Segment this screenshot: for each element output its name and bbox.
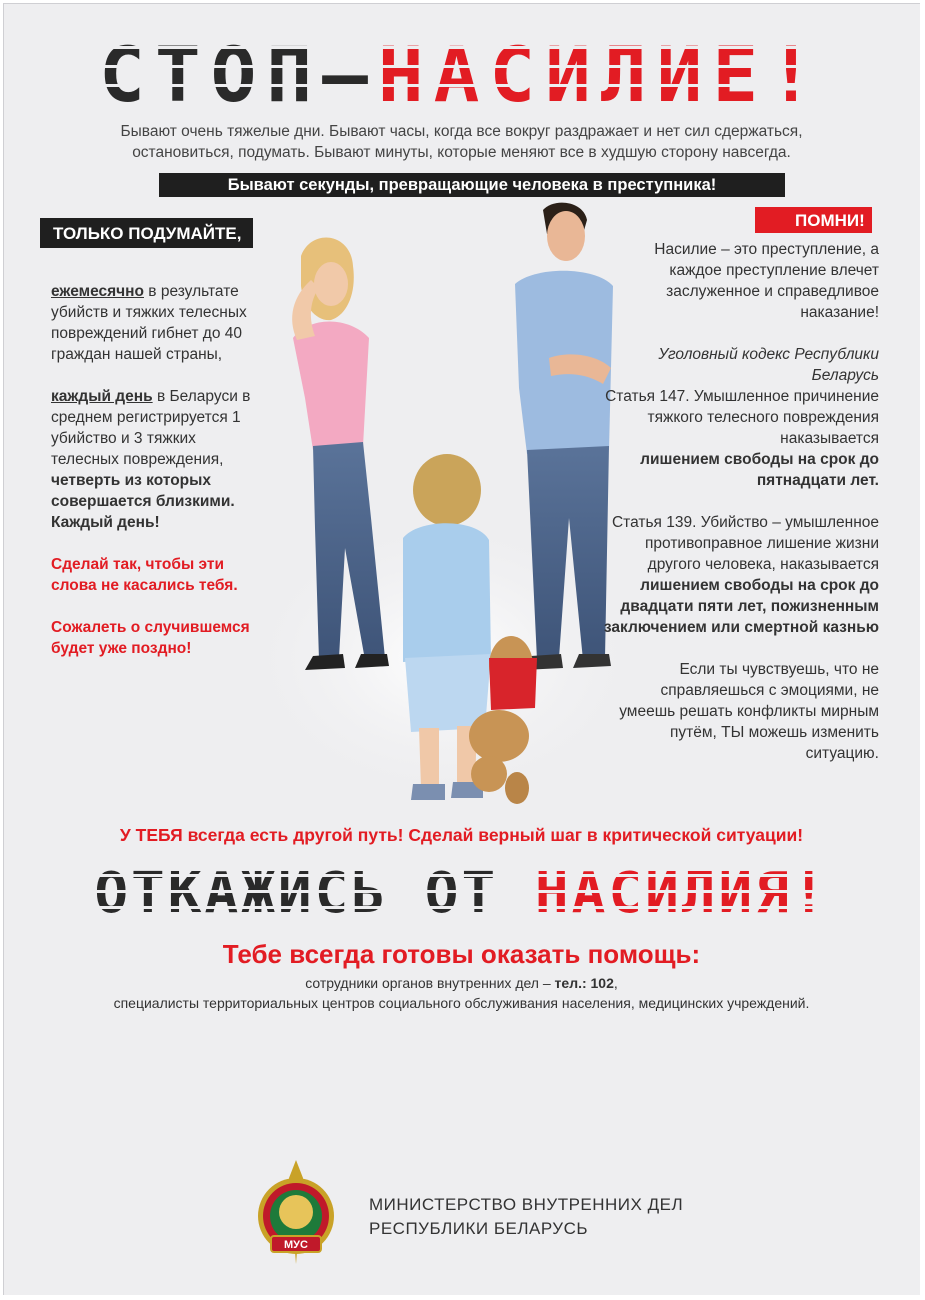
other-way-line: У ТЕБЯ всегда есть другой путь! Сделай верный шаг в критической ситуации! (119, 825, 804, 845)
article-147-penalty: лишением свободы на срок до пятнадцати лет. (640, 451, 879, 489)
left-column (51, 281, 261, 680)
regret-paragraph: Сожалеть о случившемся будет уже поздно! (51, 619, 250, 657)
article-139-text: Статья 139. Убийство – умышленное противоправное лишение жизни другого человека, наказывается (611, 514, 879, 573)
refuse-headline (3, 863, 920, 925)
ministry-line-1: МИНИСТЕРСТВО ВНУТРЕННИХ ДЕЛ (369, 1195, 684, 1214)
monthly-text: в результате убийств и тяжких телесных повреждений гибнет до 40 граждан нашей страны, (51, 283, 247, 363)
ministry-name (369, 1193, 729, 1241)
daily-key: каждый день (51, 388, 153, 405)
make-it-paragraph: Сделай так, чтобы эти слова не касались тебя. (51, 556, 238, 594)
seconds-banner: Бывают секунды, превращающие человека в преступника! (159, 173, 785, 197)
help-line-2: специалисты территориальных центров социального обслуживания населения, медицинских учреждений. (113, 995, 810, 1011)
help-lines (23, 973, 900, 1013)
help-line-1-post: , (613, 975, 618, 991)
intro-line-2: остановиться, подумать. Бывают минуты, которые меняют все в худшую сторону навсегда. (132, 144, 791, 161)
refuse-part-1: ОТКАЖИСЬ ОТ (94, 861, 535, 926)
think-label: ТОЛЬКО ПОДУМАЙТЕ, (40, 218, 253, 248)
feel-paragraph: Если ты чувствуешь, что не справляешься с эмоциями, не умеешь решать конфликты мирным путём, ТЫ можешь изменить ситуацию. (619, 661, 879, 762)
violence-crime-paragraph: Насилие – это преступление, а каждое преступление влечет заслуженное и справедливое наказание! (654, 241, 879, 321)
headline (3, 30, 920, 119)
intro-line-1: Бывают очень тяжелые дни. Бывают часы, когда все вокруг раздражает и нет сил сдержаться, (120, 123, 803, 140)
article-147-text: Статья 147. Умышленное причинение тяжкого телесного повреждения наказывается (605, 388, 879, 447)
headline-stop: СТОП– (99, 30, 378, 119)
daily-text: в Беларуси в среднем регистрируется 1 убийство и 3 тяжких телесных повреждения, (51, 388, 251, 468)
right-column (603, 239, 879, 785)
emblem-text: МУС (284, 1239, 308, 1251)
family-illustration (253, 188, 643, 828)
ministry-line-2: РЕСПУБЛИКИ БЕЛАРУСЬ (369, 1219, 589, 1238)
daily-paragraph (51, 386, 261, 533)
poster (3, 3, 920, 1295)
help-line-1 (23, 973, 900, 993)
ministry-emblem-icon (251, 1158, 341, 1270)
headline-violence: НАСИЛИЕ! (377, 30, 824, 119)
help-line-1-pre: сотрудники органов внутренних дел – (305, 975, 555, 991)
monthly-paragraph (51, 281, 261, 365)
help-title: Тебе всегда готовы оказать помощь: (222, 939, 701, 969)
intro-text (63, 121, 860, 163)
refuse-part-2: НАСИЛИЯ! (534, 861, 829, 926)
criminal-code-title: Уголовный кодекс Республики Беларусь (658, 346, 879, 384)
article-139-penalty: лишением свободы на срок до двадцати пяти лет, пожизненным заключением или смертной казнью (603, 577, 879, 636)
monthly-key: ежемесячно (51, 283, 144, 300)
police-phone: тел.: 102 (554, 975, 614, 991)
daily-bold-text: четверть из которых совершается близкими. Каждый день! (51, 472, 235, 531)
remember-label: ПОМНИ! (755, 207, 872, 233)
